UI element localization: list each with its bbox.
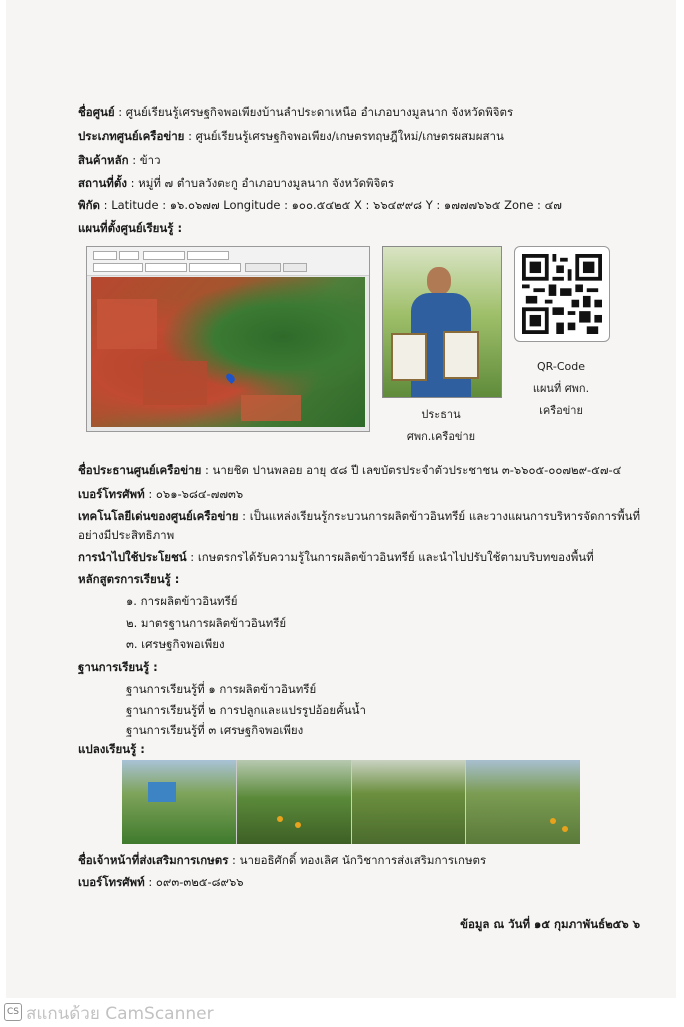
course-item: ๑. การผลิตข้าวอินทรีย์ xyxy=(126,594,238,608)
satellite-map xyxy=(91,277,365,427)
plot-photo xyxy=(466,760,580,844)
data-date: ข้อมูล ณ วันที่ ๑๕ กุมภาพันธ์๒๕๖ ๖ xyxy=(460,917,640,931)
qr-caption-line3: เครือข่าย xyxy=(539,404,583,417)
product-value: : ข้าว xyxy=(128,153,161,167)
qr-code-pattern xyxy=(522,254,602,334)
course-item: ๒. มาตรฐานการผลิตข้าวอินทรีย์ xyxy=(126,616,287,630)
map-heading: แผนที่ตั้งศูนย์เรียนรู้ : xyxy=(78,221,183,235)
plot-photo xyxy=(237,760,352,844)
qr-caption xyxy=(506,356,616,422)
benefit-value: : เกษตรกรได้รับความรู้ในการผลิตข้าวอินทรีย์ และนำไปปรับใช้ตามบริบทของพื้นที่ xyxy=(186,550,594,564)
center-name-line xyxy=(78,104,513,120)
chairman-caption xyxy=(382,404,500,448)
chair-phone-label: เบอร์โทรศัพท์ xyxy=(78,487,145,501)
benefit-label: การนำไปใช้ประโยชน์ xyxy=(78,550,187,564)
location-line xyxy=(78,175,394,191)
chairman-photo xyxy=(382,246,502,398)
officer-line xyxy=(78,852,486,868)
center-name-label: ชื่อศูนย์ xyxy=(78,105,115,119)
chairman-caption-line1: ประธาน xyxy=(421,408,461,421)
course-item: ๓. เศรษฐกิจพอเพียง xyxy=(126,637,225,651)
learning-plot-photos xyxy=(122,760,580,844)
station-item: ฐานการเรียนรู้ที่ ๑ การผลิตข้าวอินทรีย์ xyxy=(126,682,317,696)
chairman-caption-line2: ศพก.เครือข่าย xyxy=(406,430,476,443)
scanner-watermark-text: สแกนด้วย CamScanner xyxy=(26,1004,214,1024)
chair-label: ชื่อประธานศูนย์เครือข่าย xyxy=(78,463,202,477)
center-name-value: : ศูนย์เรียนรู้เศรษฐกิจพอเพียงบ้านลำประดาเหนือ อำเภอบางมูลนาก จังหวัดพิจิตร xyxy=(114,105,514,119)
courses-heading: หลักสูตรการเรียนรู้ : xyxy=(78,572,180,586)
network-type-value: : ศูนย์เรียนรู้เศรษฐกิจพอเพียง/เกษตรทฤษฎีใหม่/เกษตรผสมผสาน xyxy=(184,129,504,143)
tech-line xyxy=(78,508,640,524)
location-value: : หมู่ที่ ๗ ตำบลวังตะกู อำเภอบางมูลนาก จังหวัดพิจิตร xyxy=(126,176,395,190)
network-type-line xyxy=(78,128,504,144)
officer-phone-line xyxy=(78,874,244,890)
qr-code xyxy=(514,246,610,342)
station-item: ฐานการเรียนรู้ที่ ๓ เศรษฐกิจพอเพียง xyxy=(126,723,304,737)
camscanner-logo-icon: CS xyxy=(4,1003,22,1021)
qr-caption-line1: QR-Code xyxy=(537,360,585,373)
coords-label: พิกัด xyxy=(78,198,101,212)
chair-line xyxy=(78,462,621,478)
officer-label: ชื่อเจ้าหน้าที่ส่งเสริมการเกษตร xyxy=(78,853,229,867)
product-line xyxy=(78,152,161,168)
plot-photo xyxy=(122,760,237,844)
chair-value: : นายชิต ปานพลอย อายุ ๕๘ ปี เลขบัตรประจำตัวประชาชน ๓-๖๖๐๕-๐๐๗๒๙-๕๗-๔ xyxy=(201,463,622,477)
location-label: สถานที่ตั้ง xyxy=(78,176,127,190)
benefit-line xyxy=(78,549,594,565)
officer-phone-value: : ๐๙๓-๓๒๕-๘๙๖๖ xyxy=(144,875,244,889)
coords-value: : Latitude : ๑๖.๐๖๗๗ Longitude : ๑๐๐.๕๔๒๕ X : ๖๖๔๙๙๘ Y : ๑๗๗๗๖๖๕ Zone : ๔๗ xyxy=(100,198,562,212)
location-pin-icon xyxy=(224,372,236,384)
tech-value-continued: อย่างมีประสิทธิภาพ xyxy=(78,528,175,542)
station-item: ฐานการเรียนรู้ที่ ๒ การปลูกและแปรรูปอ้อยคั้นน้ำ xyxy=(126,703,366,717)
officer-phone-label: เบอร์โทรศัพท์ xyxy=(78,875,145,889)
network-type-label: ประเภทศูนย์เครือข่าย xyxy=(78,129,185,143)
location-map-image xyxy=(86,246,370,432)
coords-line xyxy=(78,197,562,213)
plot-photo xyxy=(352,760,467,844)
map-toolbar xyxy=(87,247,369,276)
plots-heading: แปลงเรียนรู้ : xyxy=(78,742,145,756)
product-label: สินค้าหลัก xyxy=(78,153,129,167)
tech-value: : เป็นแหล่งเรียนรู้กระบวนการผลิตข้าวอินทรีย์ และวางแผนการบริหารจัดการพื้นที่ xyxy=(238,509,641,523)
document-page xyxy=(6,0,676,998)
chair-phone-value: : ๐๖๑-๖๘๔-๗๗๓๖ xyxy=(144,487,244,501)
qr-caption-line2: แผนที่ ศพก. xyxy=(532,382,590,395)
scanner-watermark xyxy=(0,998,684,1024)
tech-label: เทคโนโลยีเด่นของศูนย์เครือข่าย xyxy=(78,509,239,523)
certificate-left xyxy=(391,333,427,381)
officer-value: : นายอธิศักดิ์ ทองเลิศ นักวิชาการส่งเสริมการเกษตร xyxy=(228,853,487,867)
stations-heading: ฐานการเรียนรู้ : xyxy=(78,660,158,674)
certificate-right xyxy=(443,331,479,379)
chair-phone-line xyxy=(78,486,243,502)
